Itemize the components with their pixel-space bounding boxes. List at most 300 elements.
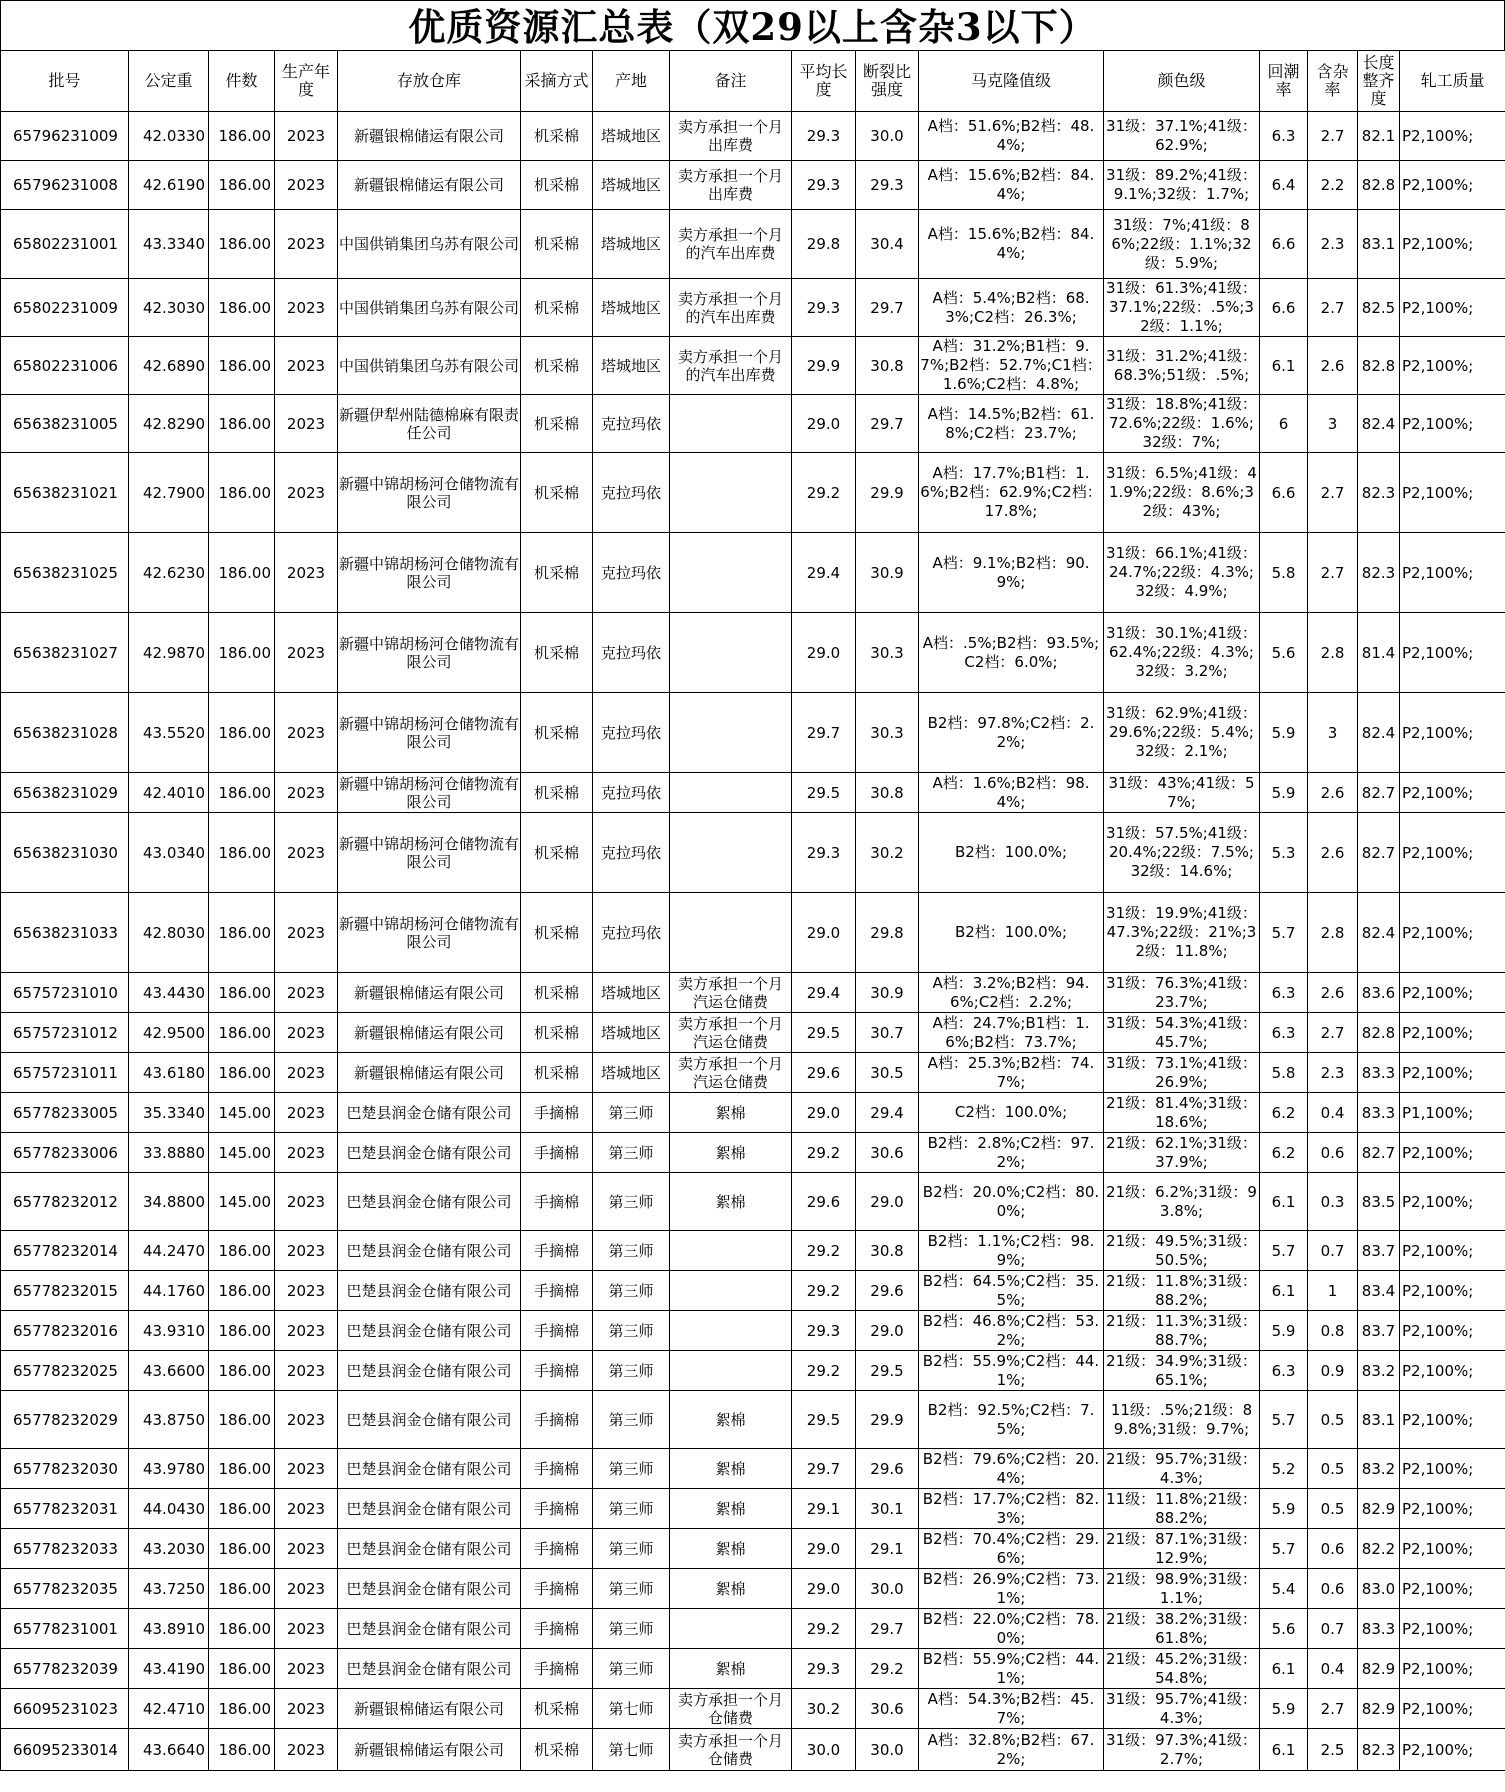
color-grade-cell: 31级：73.1%;41级：26.9%; [1104, 1053, 1260, 1093]
year-cell: 2023 [275, 1729, 338, 1771]
resource-table [0, 50, 1505, 1771]
count-cell: 145.00 [209, 1133, 275, 1173]
count-cell: 186.00 [209, 1609, 275, 1649]
strength-cell: 29.2 [856, 1649, 919, 1689]
lot-number-cell: 65757231012 [1, 1013, 129, 1053]
strength-cell: 30.0 [856, 1569, 919, 1609]
ginning-quality-cell: P2,100%; [1400, 893, 1505, 973]
method-cell: 手摘棉 [521, 1569, 593, 1609]
col-header: 断裂比强度 [856, 51, 919, 112]
remark-cell: 卖方承担一个月的汽车出库费 [670, 279, 792, 337]
color-grade-cell: 31级：19.9%;41级：47.3%;22级：21%;32级：11.8%; [1104, 893, 1260, 973]
length-cell: 29.0 [792, 1569, 856, 1609]
weight-cell: 42.6190 [129, 161, 209, 210]
impurity-cell: 2.7 [1308, 1689, 1358, 1729]
micronaire-cell: B2档：100.0%; [919, 813, 1104, 893]
micronaire-cell: A档：31.2%;B1档：9.7%;B2档：52.7%;C1档：1.6%;C2档：4.8%; [920, 337, 1102, 393]
strength-cell: 30.7 [856, 1013, 919, 1053]
weight-cell: 42.6890 [129, 337, 209, 395]
origin-cell: 第三师 [593, 1449, 670, 1489]
lot-number-cell: 65778232025 [1, 1351, 129, 1391]
ginning-quality-cell: P2,100%; [1400, 1271, 1505, 1311]
moisture-cell: 6.3 [1260, 1013, 1308, 1053]
color-grade-cell: 31级：54.3%;41级：45.7%; [1104, 1013, 1260, 1053]
warehouse-cell: 巴楚县润金仓储有限公司 [338, 1271, 521, 1311]
ginning-quality-cell: P2,100%; [1400, 1311, 1505, 1351]
uniformity-cell: 82.5 [1358, 279, 1400, 337]
table-row [1, 1133, 1505, 1173]
strength-cell: 30.4 [856, 210, 919, 279]
ginning-quality-cell: P2,100%; [1400, 1609, 1505, 1649]
origin-cell: 克拉玛依 [593, 813, 670, 893]
moisture-cell: 6.1 [1260, 1729, 1308, 1771]
weight-cell: 42.0330 [129, 112, 209, 161]
method-cell: 手摘棉 [521, 1609, 593, 1649]
strength-cell: 30.8 [856, 773, 919, 813]
warehouse-cell: 新疆伊犁州陆德棉麻有限责任公司 [338, 395, 521, 453]
ginning-quality-cell: P2,100%; [1400, 1569, 1505, 1609]
moisture-cell: 6.3 [1260, 1351, 1308, 1391]
uniformity-cell: 82.2 [1358, 1529, 1400, 1569]
remark-cell [670, 893, 792, 973]
impurity-cell: 0.6 [1308, 1529, 1358, 1569]
origin-cell: 克拉玛依 [593, 613, 670, 693]
micronaire-cell: A档：9.1%;B2档：90.9%; [919, 533, 1104, 613]
moisture-cell: 5.9 [1260, 1689, 1308, 1729]
year-cell: 2023 [275, 1569, 338, 1609]
strength-cell: 30.3 [856, 613, 919, 693]
length-cell: 30.0 [792, 1729, 856, 1771]
impurity-cell: 2.3 [1308, 210, 1358, 279]
micronaire-cell: A档：24.7%;B1档：1.6%;B2档：73.7%; [919, 1013, 1104, 1053]
length-cell: 29.5 [792, 1391, 856, 1449]
micronaire-cell: A档：15.6%;B2档：84.4%; [919, 210, 1104, 279]
remark-cell [670, 613, 792, 693]
impurity-cell: 2.7 [1308, 533, 1358, 613]
ginning-quality-cell: P2,100%; [1400, 1013, 1505, 1053]
table-row [1, 453, 1505, 533]
length-cell: 29.2 [792, 1351, 856, 1391]
remark-cell [670, 1311, 792, 1351]
strength-cell: 29.6 [856, 1271, 919, 1311]
impurity-cell: 2.6 [1308, 337, 1358, 395]
length-cell: 29.2 [792, 1609, 856, 1649]
weight-cell: 43.4430 [129, 973, 209, 1013]
year-cell: 2023 [275, 773, 338, 813]
origin-cell: 第三师 [593, 1569, 670, 1609]
color-grade-cell: 31级：7%;41级：86%;22级：1.1%;32级：5.9%; [1104, 210, 1260, 279]
length-cell: 29.3 [792, 813, 856, 893]
ginning-quality-cell: P1,100%; [1400, 1093, 1505, 1133]
col-header: 件数 [209, 51, 275, 112]
remark-cell: 絮棉 [670, 1569, 792, 1609]
micronaire-cell: A档：51.6%;B2档：48.4%; [919, 112, 1104, 161]
lot-number-cell: 65796231008 [1, 161, 129, 210]
length-cell: 29.3 [792, 1311, 856, 1351]
warehouse-cell: 新疆银棉储运有限公司 [338, 1053, 521, 1093]
impurity-cell: 2.7 [1308, 112, 1358, 161]
length-cell: 29.5 [792, 773, 856, 813]
uniformity-cell: 82.8 [1358, 337, 1400, 395]
weight-cell: 42.8030 [129, 893, 209, 973]
table-row [1, 1689, 1505, 1729]
color-grade-cell: 31级：31.2%;41级：68.3%;51级：.5%; [1104, 337, 1260, 395]
strength-cell: 30.1 [856, 1489, 919, 1529]
origin-cell: 第三师 [593, 1391, 670, 1449]
uniformity-cell: 83.2 [1358, 1449, 1400, 1489]
strength-cell: 30.9 [856, 973, 919, 1013]
micronaire-cell: A档：5.4%;B2档：68.3%;C2档：26.3%; [919, 279, 1104, 337]
count-cell: 186.00 [209, 395, 275, 453]
lot-number-cell: 65778232012 [1, 1173, 129, 1231]
table-row [1, 1231, 1505, 1271]
year-cell: 2023 [275, 693, 338, 773]
origin-cell: 克拉玛依 [593, 533, 670, 613]
strength-cell: 29.0 [856, 1173, 919, 1231]
table-row [1, 1729, 1505, 1771]
col-header: 生产年度 [275, 51, 338, 112]
micronaire-cell: B2档：79.6%;C2档：20.4%; [919, 1449, 1104, 1489]
weight-cell: 42.4710 [129, 1689, 209, 1729]
moisture-cell: 5.8 [1260, 1053, 1308, 1093]
moisture-cell: 6.6 [1260, 279, 1308, 337]
remark-cell: 卖方承担一个月仓储费 [670, 1689, 792, 1729]
lot-number-cell: 65778232031 [1, 1489, 129, 1529]
warehouse-cell: 巴楚县润金仓储有限公司 [338, 1093, 521, 1133]
year-cell: 2023 [275, 1053, 338, 1093]
impurity-cell: 0.6 [1308, 1569, 1358, 1609]
table-row [1, 693, 1505, 773]
warehouse-cell: 新疆中锦胡杨河仓储物流有限公司 [339, 774, 520, 811]
col-header: 备注 [670, 51, 792, 112]
count-cell: 186.00 [209, 1489, 275, 1529]
count-cell: 186.00 [209, 893, 275, 973]
count-cell: 186.00 [209, 279, 275, 337]
ginning-quality-cell: P2,100%; [1400, 161, 1505, 210]
col-header: 长度整齐度 [1358, 51, 1400, 112]
count-cell: 186.00 [209, 1271, 275, 1311]
warehouse-cell: 巴楚县润金仓储有限公司 [338, 1529, 521, 1569]
impurity-cell: 2.2 [1308, 161, 1358, 210]
col-header: 平均长度 [792, 51, 856, 112]
impurity-cell: 0.6 [1308, 1133, 1358, 1173]
lot-number-cell: 65778232029 [1, 1391, 129, 1449]
color-grade-cell: 21级：95.7%;31级：4.3%; [1104, 1449, 1260, 1489]
impurity-cell: 0.5 [1308, 1391, 1358, 1449]
origin-cell: 塔城地区 [593, 112, 670, 161]
moisture-cell: 6 [1260, 395, 1308, 453]
uniformity-cell: 82.1 [1358, 112, 1400, 161]
origin-cell: 塔城地区 [593, 161, 670, 210]
count-cell: 186.00 [209, 813, 275, 893]
warehouse-cell: 中国供销集团乌苏有限公司 [338, 279, 521, 337]
length-cell: 29.9 [792, 337, 856, 395]
color-grade-cell: 31级：66.1%;41级：24.7%;22级：4.3%;32级：4.9%; [1104, 533, 1260, 613]
warehouse-cell: 巴楚县润金仓储有限公司 [338, 1311, 521, 1351]
year-cell: 2023 [275, 1609, 338, 1649]
micronaire-cell: B2档：20.0%;C2档：80.0%; [919, 1173, 1104, 1231]
year-cell: 2023 [275, 1391, 338, 1449]
length-cell: 29.2 [792, 453, 856, 533]
col-header: 公定重 [129, 51, 209, 112]
micronaire-cell: A档：14.5%;B2档：61.8%;C2档：23.7%; [919, 395, 1104, 453]
impurity-cell: 0.4 [1308, 1649, 1358, 1689]
micronaire-cell: B2档：2.8%;C2档：97.2%; [919, 1133, 1104, 1173]
ginning-quality-cell: P2,100%; [1400, 1529, 1505, 1569]
ginning-quality-cell: P2,100%; [1400, 1231, 1505, 1271]
origin-cell: 第三师 [593, 1271, 670, 1311]
ginning-quality-cell: P2,100%; [1400, 1053, 1505, 1093]
year-cell: 2023 [275, 337, 338, 395]
length-cell: 29.0 [792, 395, 856, 453]
weight-cell: 42.8290 [129, 395, 209, 453]
origin-cell: 塔城地区 [593, 1013, 670, 1053]
lot-number-cell: 65638231029 [1, 773, 129, 813]
origin-cell: 第三师 [593, 1489, 670, 1529]
remark-cell: 卖方承担一个月汽运仓储费 [670, 973, 792, 1013]
warehouse-cell: 巴楚县润金仓储有限公司 [338, 1649, 521, 1689]
method-cell: 手摘棉 [521, 1173, 593, 1231]
origin-cell: 塔城地区 [593, 337, 670, 395]
weight-cell: 43.9780 [129, 1449, 209, 1489]
length-cell: 29.7 [792, 1449, 856, 1489]
impurity-cell: 1 [1308, 1271, 1358, 1311]
warehouse-cell: 巴楚县润金仓储有限公司 [338, 1489, 521, 1529]
origin-cell: 塔城地区 [593, 279, 670, 337]
moisture-cell: 5.7 [1260, 1391, 1308, 1449]
lot-number-cell: 65638231027 [1, 613, 129, 693]
length-cell: 29.6 [792, 1053, 856, 1093]
color-grade-cell: 31级：62.9%;41级：29.6%;22级：5.4%;32级：2.1%; [1104, 693, 1260, 773]
ginning-quality-cell: P2,100%; [1400, 1391, 1505, 1449]
impurity-cell: 0.8 [1308, 1311, 1358, 1351]
impurity-cell: 0.4 [1308, 1093, 1358, 1133]
color-grade-cell: 21级：11.3%;31级：88.7%; [1104, 1311, 1260, 1351]
table-row [1, 1609, 1505, 1649]
remark-cell: 卖方承担一个月汽运仓储费 [670, 1013, 792, 1053]
uniformity-cell: 82.4 [1358, 893, 1400, 973]
year-cell: 2023 [275, 1271, 338, 1311]
weight-cell: 44.0430 [129, 1489, 209, 1529]
uniformity-cell: 83.5 [1358, 1173, 1400, 1231]
impurity-cell: 2.7 [1308, 1013, 1358, 1053]
remark-cell [670, 693, 792, 773]
col-header: 回潮率 [1260, 51, 1308, 112]
strength-cell: 29.9 [856, 1391, 919, 1449]
moisture-cell: 5.7 [1260, 1529, 1308, 1569]
origin-cell: 克拉玛依 [593, 773, 670, 813]
count-cell: 186.00 [209, 1449, 275, 1489]
method-cell: 手摘棉 [521, 1529, 593, 1569]
lot-number-cell: 65802231006 [1, 337, 129, 395]
remark-cell [670, 813, 792, 893]
weight-cell: 43.6180 [129, 1053, 209, 1093]
year-cell: 2023 [275, 1449, 338, 1489]
count-cell: 186.00 [209, 161, 275, 210]
impurity-cell: 2.7 [1308, 453, 1358, 533]
col-header: 含杂率 [1308, 51, 1358, 112]
year-cell: 2023 [275, 1689, 338, 1729]
table-row [1, 112, 1505, 161]
uniformity-cell: 82.9 [1358, 1489, 1400, 1529]
strength-cell: 30.6 [856, 1133, 919, 1173]
ginning-quality-cell: P2,100%; [1400, 453, 1505, 533]
year-cell: 2023 [275, 1093, 338, 1133]
warehouse-cell: 新疆银棉储运有限公司 [338, 112, 521, 161]
remark-cell: 卖方承担一个月的汽车出库费 [670, 210, 792, 279]
length-cell: 29.3 [792, 1649, 856, 1689]
method-cell: 机采棉 [521, 453, 593, 533]
remark-cell [670, 773, 792, 813]
color-grade-cell: 21级：34.9%;31级：65.1%; [1104, 1351, 1260, 1391]
warehouse-cell: 巴楚县润金仓储有限公司 [338, 1133, 521, 1173]
color-grade-cell: 21级：98.9%;31级：1.1%; [1104, 1569, 1260, 1609]
table-row [1, 1173, 1505, 1231]
method-cell: 机采棉 [521, 161, 593, 210]
uniformity-cell: 82.9 [1358, 1649, 1400, 1689]
year-cell: 2023 [275, 1649, 338, 1689]
color-grade-cell: 31级：43%;41级：57%; [1104, 773, 1260, 813]
origin-cell: 克拉玛依 [593, 395, 670, 453]
remark-cell [670, 1609, 792, 1649]
method-cell: 机采棉 [521, 1013, 593, 1053]
color-grade-cell: 31级：18.8%;41级：72.6%;22级：1.6%;32级：7%; [1104, 395, 1260, 453]
impurity-cell: 2.7 [1308, 279, 1358, 337]
ginning-quality-cell: P2,100%; [1400, 1351, 1505, 1391]
method-cell: 手摘棉 [521, 1351, 593, 1391]
strength-cell: 30.3 [856, 693, 919, 773]
length-cell: 29.3 [792, 279, 856, 337]
table-row [1, 1311, 1505, 1351]
color-grade-cell: 21级：62.1%;31级：37.9%; [1104, 1133, 1260, 1173]
lot-number-cell: 65778232035 [1, 1569, 129, 1609]
method-cell: 手摘棉 [521, 1489, 593, 1529]
length-cell: 29.2 [792, 1271, 856, 1311]
method-cell: 手摘棉 [521, 1271, 593, 1311]
count-cell: 186.00 [209, 1351, 275, 1391]
warehouse-cell: 巴楚县润金仓储有限公司 [338, 1173, 521, 1231]
impurity-cell: 0.7 [1308, 1231, 1358, 1271]
weight-cell: 42.9870 [129, 613, 209, 693]
year-cell: 2023 [275, 613, 338, 693]
count-cell: 145.00 [209, 1093, 275, 1133]
length-cell: 29.4 [792, 533, 856, 613]
strength-cell: 30.0 [856, 1729, 919, 1771]
weight-cell: 33.8880 [129, 1133, 209, 1173]
method-cell: 机采棉 [521, 533, 593, 613]
length-cell: 29.5 [792, 1013, 856, 1053]
warehouse-cell: 新疆银棉储运有限公司 [338, 1729, 521, 1771]
color-grade-cell: 31级：30.1%;41级：62.4%;22级：4.3%;32级：3.2%; [1104, 613, 1260, 693]
uniformity-cell: 82.7 [1358, 773, 1400, 813]
impurity-cell: 2.6 [1308, 773, 1358, 813]
color-grade-cell: 21级：87.1%;31级：12.9%; [1104, 1529, 1260, 1569]
strength-cell: 29.6 [856, 1449, 919, 1489]
lot-number-cell: 65638231028 [1, 693, 129, 773]
lot-number-cell: 65778233005 [1, 1093, 129, 1133]
header-row [1, 51, 1505, 112]
uniformity-cell: 82.4 [1358, 395, 1400, 453]
count-cell: 186.00 [209, 973, 275, 1013]
moisture-cell: 6.3 [1260, 973, 1308, 1013]
color-grade-cell: 21级：38.2%;31级：61.8%; [1104, 1609, 1260, 1649]
warehouse-cell: 新疆中锦胡杨河仓储物流有限公司 [338, 693, 521, 773]
weight-cell: 43.4190 [129, 1649, 209, 1689]
table-row [1, 395, 1505, 453]
table-row [1, 337, 1505, 395]
strength-cell: 29.5 [856, 1351, 919, 1391]
length-cell: 29.1 [792, 1489, 856, 1529]
table-body [1, 112, 1505, 1771]
impurity-cell: 0.3 [1308, 1173, 1358, 1231]
col-header: 产地 [593, 51, 670, 112]
length-cell: 29.2 [792, 1231, 856, 1271]
method-cell: 机采棉 [521, 973, 593, 1013]
uniformity-cell: 83.3 [1358, 1609, 1400, 1649]
impurity-cell: 0.9 [1308, 1351, 1358, 1391]
moisture-cell: 6.1 [1260, 1173, 1308, 1231]
warehouse-cell: 新疆银棉储运有限公司 [338, 1013, 521, 1053]
warehouse-cell: 新疆银棉储运有限公司 [338, 161, 521, 210]
warehouse-cell: 巴楚县润金仓储有限公司 [338, 1351, 521, 1391]
weight-cell: 43.3340 [129, 210, 209, 279]
moisture-cell: 5.6 [1260, 1609, 1308, 1649]
color-grade-cell: 31级：95.7%;41级：4.3%; [1104, 1689, 1260, 1729]
moisture-cell: 6.3 [1260, 112, 1308, 161]
remark-cell: 卖方承担一个月的汽车出库费 [670, 337, 792, 395]
uniformity-cell: 83.1 [1358, 1391, 1400, 1449]
count-cell: 186.00 [209, 453, 275, 533]
remark-cell: 絮棉 [670, 1093, 792, 1133]
moisture-cell: 6.6 [1260, 210, 1308, 279]
moisture-cell: 5.6 [1260, 613, 1308, 693]
col-header: 马克隆值级 [919, 51, 1104, 112]
ginning-quality-cell: P2,100%; [1400, 1489, 1505, 1529]
micronaire-cell: B2档：64.5%;C2档：35.5%; [919, 1271, 1104, 1311]
strength-cell: 30.5 [856, 1053, 919, 1093]
warehouse-cell: 新疆中锦胡杨河仓储物流有限公司 [338, 613, 521, 693]
uniformity-cell: 83.1 [1358, 210, 1400, 279]
col-header: 颜色级 [1104, 51, 1260, 112]
length-cell: 29.0 [792, 893, 856, 973]
warehouse-cell: 巴楚县润金仓储有限公司 [338, 1391, 521, 1449]
remark-cell: 絮棉 [670, 1489, 792, 1529]
weight-cell: 43.2030 [129, 1529, 209, 1569]
length-cell: 29.3 [792, 161, 856, 210]
warehouse-cell: 新疆银棉储运有限公司 [338, 973, 521, 1013]
origin-cell: 第三师 [593, 1649, 670, 1689]
count-cell: 186.00 [209, 1729, 275, 1771]
strength-cell: 29.1 [856, 1529, 919, 1569]
table-row [1, 1093, 1505, 1133]
color-grade-cell: 21级：11.8%;31级：88.2%; [1104, 1271, 1260, 1311]
lot-number-cell: 65796231009 [1, 112, 129, 161]
warehouse-cell: 中国供销集团乌苏有限公司 [338, 210, 521, 279]
ginning-quality-cell: P2,100%; [1400, 210, 1505, 279]
micronaire-cell: A档：.5%;B2档：93.5%;C2档：6.0%; [919, 613, 1104, 693]
count-cell: 186.00 [209, 112, 275, 161]
table-row [1, 1013, 1505, 1053]
origin-cell: 第三师 [593, 1173, 670, 1231]
method-cell: 机采棉 [521, 210, 593, 279]
warehouse-cell: 巴楚县润金仓储有限公司 [338, 1231, 521, 1271]
impurity-cell: 2.3 [1308, 1053, 1358, 1093]
lot-number-cell: 65778232014 [1, 1231, 129, 1271]
table-row [1, 973, 1505, 1013]
warehouse-cell: 巴楚县润金仓储有限公司 [338, 1569, 521, 1609]
table-row [1, 161, 1505, 210]
length-cell: 29.6 [792, 1173, 856, 1231]
